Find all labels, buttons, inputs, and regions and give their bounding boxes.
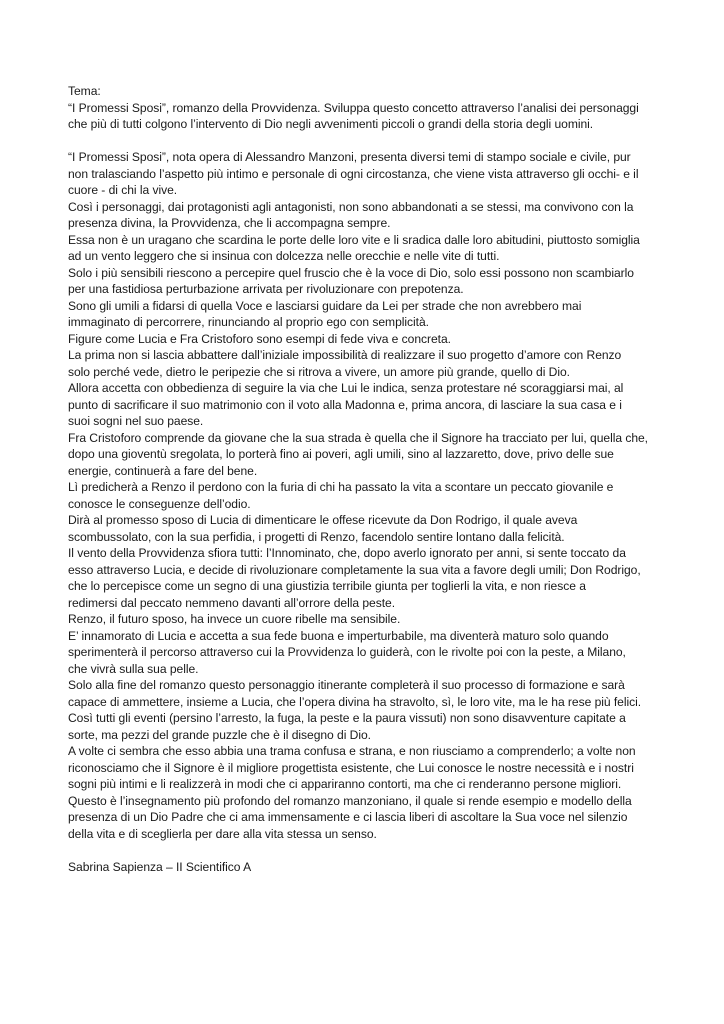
- theme-prompt: [68, 100, 668, 133]
- essay-line: energie, continuerà a fare del bene.: [68, 463, 258, 478]
- essay-line: Così tutti gli eventi (persino l’arresto, la fuga, la peste e la paura vissuti) non sono disavventure capitate a: [68, 711, 626, 725]
- paragraph-gap: [68, 133, 668, 150]
- essay-line: che vivrà sulla sua pelle.: [68, 661, 199, 676]
- paragraph-gap: [68, 842, 668, 859]
- essay-line: sorte, ma pezzi del grande puzzle che è il disegno di Dio.: [68, 727, 371, 742]
- essay-line: Solo i più sensibili riescono a percepire quel fruscio che è la voce di Dio, solo essi possono non scambiarlo: [68, 265, 634, 280]
- essay-line: dopo una gioventù sregolata, lo porterà fino ai poveri, agli umili, sino al lazzaretto, dove, privo delle sue: [68, 447, 614, 461]
- essay-line: che lo percepisce come un segno di una giustizia terribile giunta per toglierli la vita, e non riesce a: [68, 579, 586, 593]
- theme-line: “I Promessi Sposi”, romanzo della Provvidenza. Sviluppa questo concetto attraverso l’analisi dei personaggi: [68, 100, 639, 115]
- essay-line: conosce le conseguenze dell’odio.: [68, 496, 251, 511]
- theme-section: [68, 83, 668, 133]
- essay-line: punto di sacrificare il suo matrimonio con il voto alla Madonna e, prima ancora, di lasciare la sua casa e i: [68, 397, 622, 412]
- essay-line: immaginato di percorrere, rinunciando al proprio ego con semplicità.: [68, 315, 429, 329]
- essay-line: Solo alla fine del romanzo questo personaggio itinerante completerà il suo processo di formazione e sarà: [68, 678, 625, 692]
- essay-line: capace di ammettere, insieme a Lucia, che l’opera divina ha stravolto, sì, le loro vite, ma le ha rese più felici.: [68, 694, 642, 709]
- essay-line: redimersi dal peccato nemmeno davanti all’orrore della peste.: [68, 595, 396, 610]
- essay-line: Fra Cristoforo comprende da giovane che la sua strada è quella che il Signore ha tracciato per lui, quella che,: [68, 430, 648, 445]
- essay-line: ad un vento leggero che si insinua con dolcezza nelle orecchie e nelle vite di tutti.: [68, 249, 500, 263]
- essay-line: per una fastidiosa perturbazione arrivata per rivoluzionare con prepotenza.: [68, 282, 464, 296]
- essay-line: La prima non si lascia abbattere dall’iniziale impossibilità di realizzare il suo progetto d’amore con Renzo: [68, 348, 622, 362]
- document-page: [68, 83, 668, 875]
- essay-line: “I Promessi Sposi”, nota opera di Alessandro Manzoni, presenta diversi temi di stampo sociale e civile, pur: [68, 150, 631, 164]
- essay-line: esso attraverso Lucia, e decide di rivoluzionare completamente la sua vita a favore degli umili; Don Rodrigo,: [68, 562, 641, 577]
- essay-line: Essa non è un uragano che scardina le porte delle loro vite e li sradica dalle loro abitudini, piuttosto somiglia: [68, 232, 640, 247]
- essay-line: sperimenterà il percorso attraverso cui la Provvidenza lo guiderà, con le rivolte poi con la peste, a Milano,: [68, 645, 626, 659]
- essay-line: Questo è l’insegnamento più profondo del romanzo manzoniano, il quale si rende esempio e modello della: [68, 793, 632, 808]
- essay-line: Sono gli umili a fidarsi di quella Voce e lasciarsi guidare da Lei per strade che non avrebbero mai: [68, 298, 582, 313]
- essay-line: A volte ci sembra che esso abbia una trama confusa e strana, e non riusciamo a comprenderlo; a volte non: [68, 744, 636, 758]
- essay-line: Renzo, il futuro sposo, ha invece un cuore ribelle ma sensibile.: [68, 612, 401, 626]
- essay-line: Così i personaggi, dai protagonisti agli antagonisti, non sono abbandonati a se stessi, ma convivono con la: [68, 199, 634, 214]
- theme-line: che più di tutti colgono l’intervento di Dio negli avvenimenti piccoli o grandi della storia degli uomini.: [68, 117, 594, 131]
- essay-line: E’ innamorato di Lucia e accetta a sua fede buona e imperturbabile, ma diventerà maturo solo quando: [68, 628, 609, 643]
- essay-line: suoi sogni nel suo paese.: [68, 414, 204, 428]
- author-signature: Sabrina Sapienza – II Scientifico A: [68, 859, 252, 874]
- essay-line: scombussolato, con la sua perfidia, i progetti di Renzo, facendolo sentire lontano dalla felicità.: [68, 529, 565, 544]
- essay-line: non tralasciando l’aspetto più intimo e personale di ogni circostanza, che viene vista attraverso gli occhi- e il: [68, 166, 639, 181]
- essay-line: Lì predicherà a Renzo il perdono con la furia di chi ha passato la vita a scontare un peccato giovanile e: [68, 480, 614, 494]
- theme-label: Tema:: [68, 84, 101, 98]
- essay-body: [68, 149, 668, 842]
- essay-line: presenza divina, la Provvidenza, che li accompagna sempre.: [68, 216, 391, 230]
- essay-line: Il vento della Provvidenza sfiora tutti: l’Innominato, che, dopo averlo ignorato per anni, si sente toccato da: [68, 546, 626, 560]
- essay-line: presenza di un Dio Padre che ci ama immensamente e ci lascia liberi di ascoltare la Sua voce nel silenzio: [68, 810, 628, 824]
- essay-line: Allora accetta con obbedienza di seguire la via che Lui le indica, senza protestare né scoraggiarsi mai, al: [68, 381, 624, 395]
- essay-line: Figure come Lucia e Fra Cristoforo sono esempi di fede viva e concreta.: [68, 331, 451, 346]
- essay-line: solo perché vede, dietro le peripezie che si ritrova a vivere, un amore più grande, quello di Dio.: [68, 364, 570, 379]
- essay-line: Dirà al promesso sposo di Lucia di dimenticare le offese ricevute da Don Rodrigo, il quale aveva: [68, 513, 578, 527]
- essay-line: sogni più intimi e li realizzerà in modi che ci appariranno contorti, ma che ci renderanno persone migliori.: [68, 777, 622, 791]
- essay-line: della vita e di sceglierla per dare alla vita stessa un senso.: [68, 826, 377, 841]
- essay-line: riconosciamo che il Signore è il migliore progettista esistente, che Lui conosce le nostre necessità e i nostri: [68, 760, 634, 775]
- essay-line: cuore - di chi la vive.: [68, 183, 178, 197]
